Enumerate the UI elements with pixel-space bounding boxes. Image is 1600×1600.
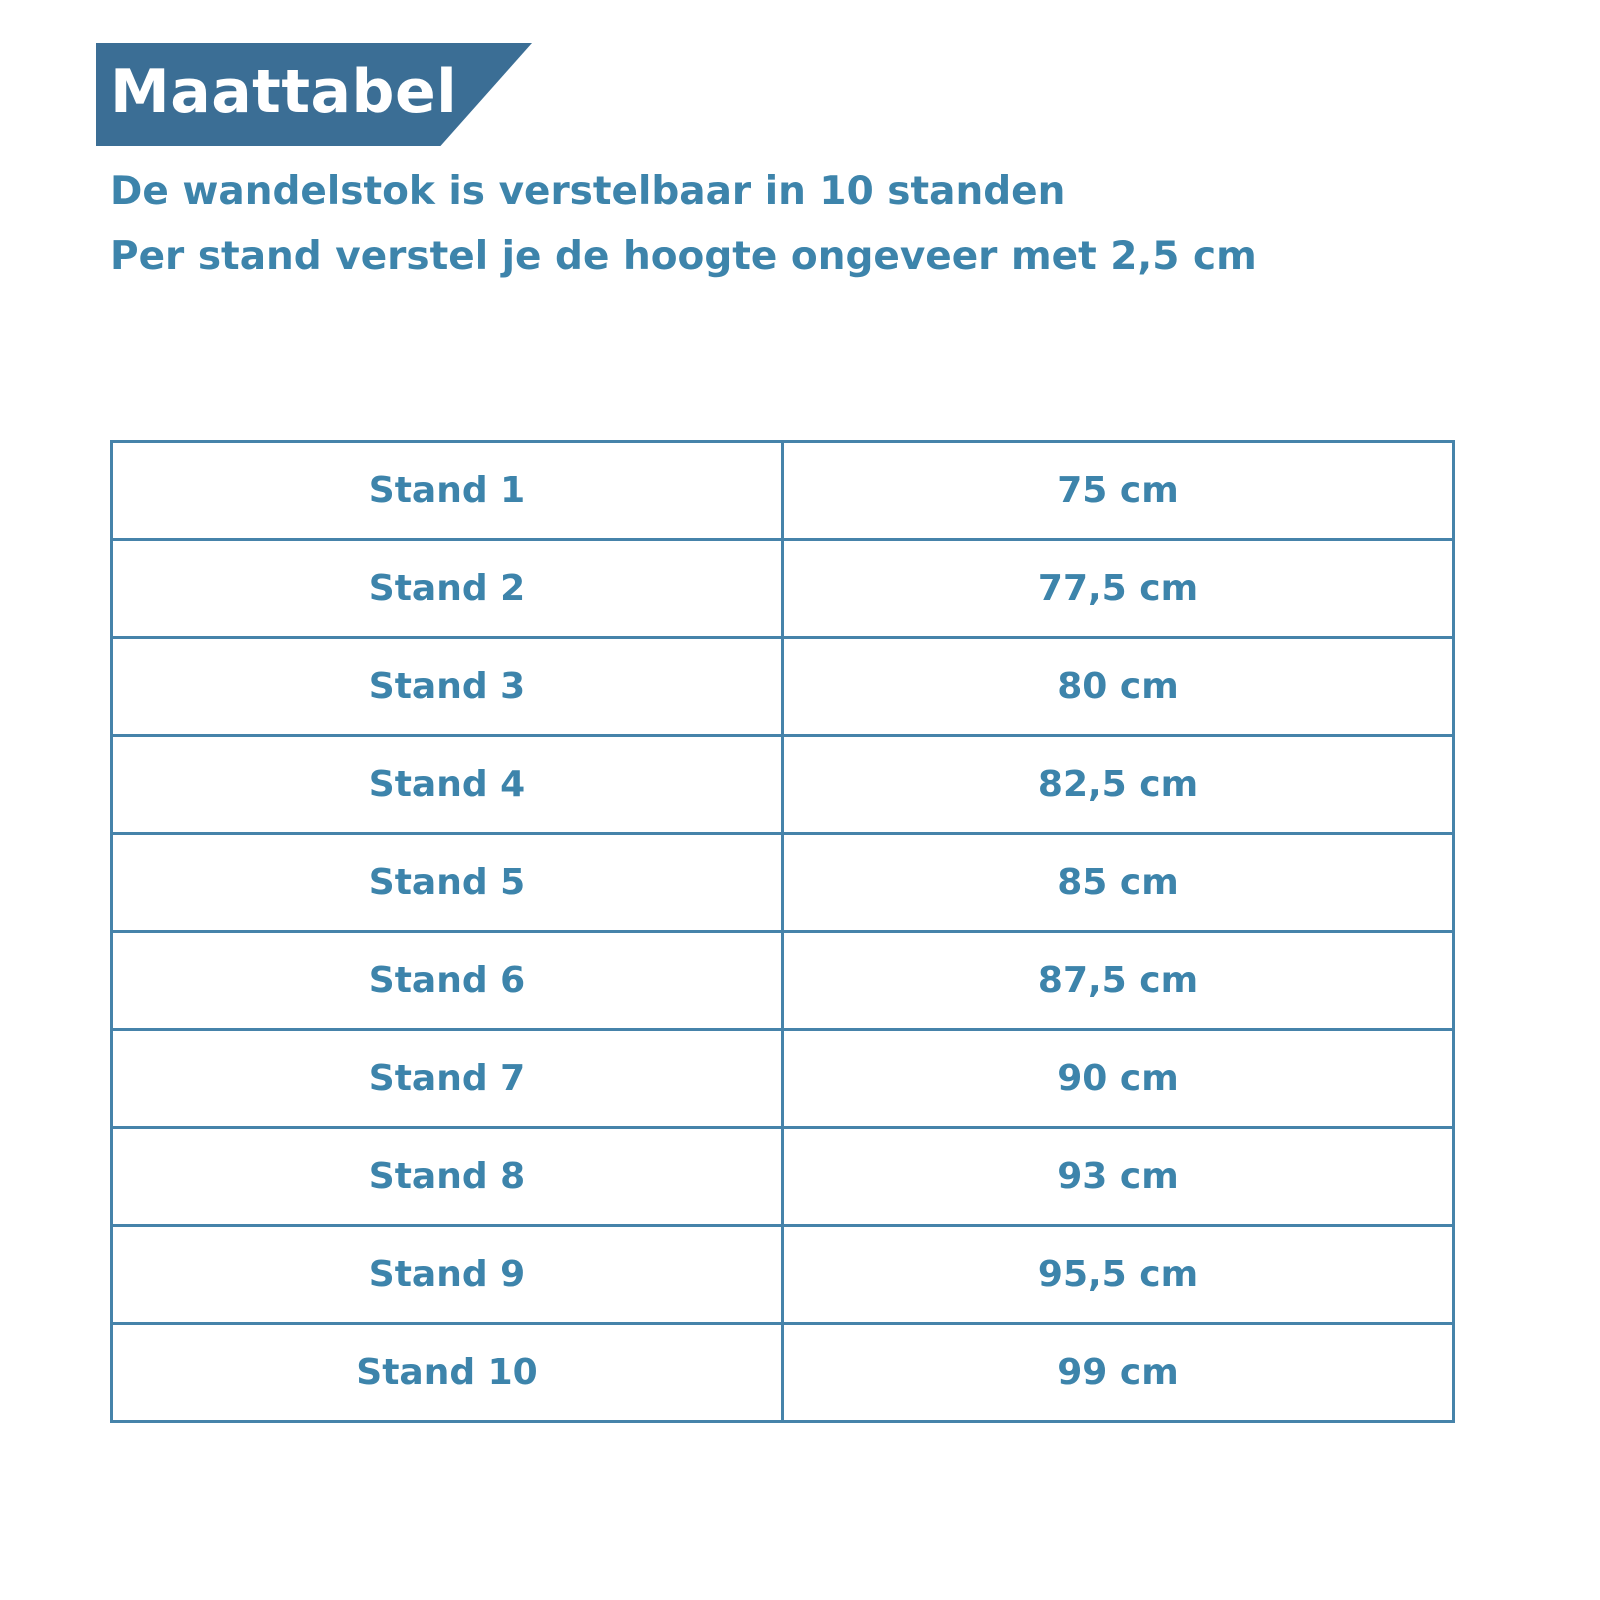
height-cell: 95,5 cm	[783, 1226, 1454, 1324]
table-row	[112, 638, 1454, 736]
height-cell: 90 cm	[783, 1030, 1454, 1128]
table-row	[112, 1128, 1454, 1226]
stand-cell: Stand 8	[112, 1128, 783, 1226]
table-row	[112, 540, 1454, 638]
subtitle-line-1: De wandelstok is verstelbaar in 10 standen	[110, 169, 1066, 214]
stand-cell: Stand 9	[112, 1226, 783, 1324]
height-cell: 80 cm	[783, 638, 1454, 736]
stand-cell: Stand 4	[112, 736, 783, 834]
table-row	[112, 932, 1454, 1030]
table-row	[112, 442, 1454, 540]
stand-cell: Stand 7	[112, 1030, 783, 1128]
stand-cell: Stand 3	[112, 638, 783, 736]
stand-cell: Stand 1	[112, 442, 783, 540]
subtitle-line-2: Per stand verstel je de hoogte ongeveer met 2,5 cm	[110, 234, 1257, 279]
stand-cell: Stand 2	[112, 540, 783, 638]
height-cell: 85 cm	[783, 834, 1454, 932]
height-cell: 75 cm	[783, 442, 1454, 540]
height-cell: 77,5 cm	[783, 540, 1454, 638]
height-cell: 87,5 cm	[783, 932, 1454, 1030]
stand-cell: Stand 6	[112, 932, 783, 1030]
stand-cell: Stand 5	[112, 834, 783, 932]
page-title: Maattabel	[110, 57, 458, 127]
table-row	[112, 736, 1454, 834]
size-table	[110, 440, 1455, 1423]
table-row	[112, 1226, 1454, 1324]
table-row	[112, 1324, 1454, 1422]
height-cell: 93 cm	[783, 1128, 1454, 1226]
height-cell: 82,5 cm	[783, 736, 1454, 834]
table-row	[112, 834, 1454, 932]
table-row	[112, 1030, 1454, 1128]
stand-cell: Stand 10	[112, 1324, 783, 1422]
height-cell: 99 cm	[783, 1324, 1454, 1422]
